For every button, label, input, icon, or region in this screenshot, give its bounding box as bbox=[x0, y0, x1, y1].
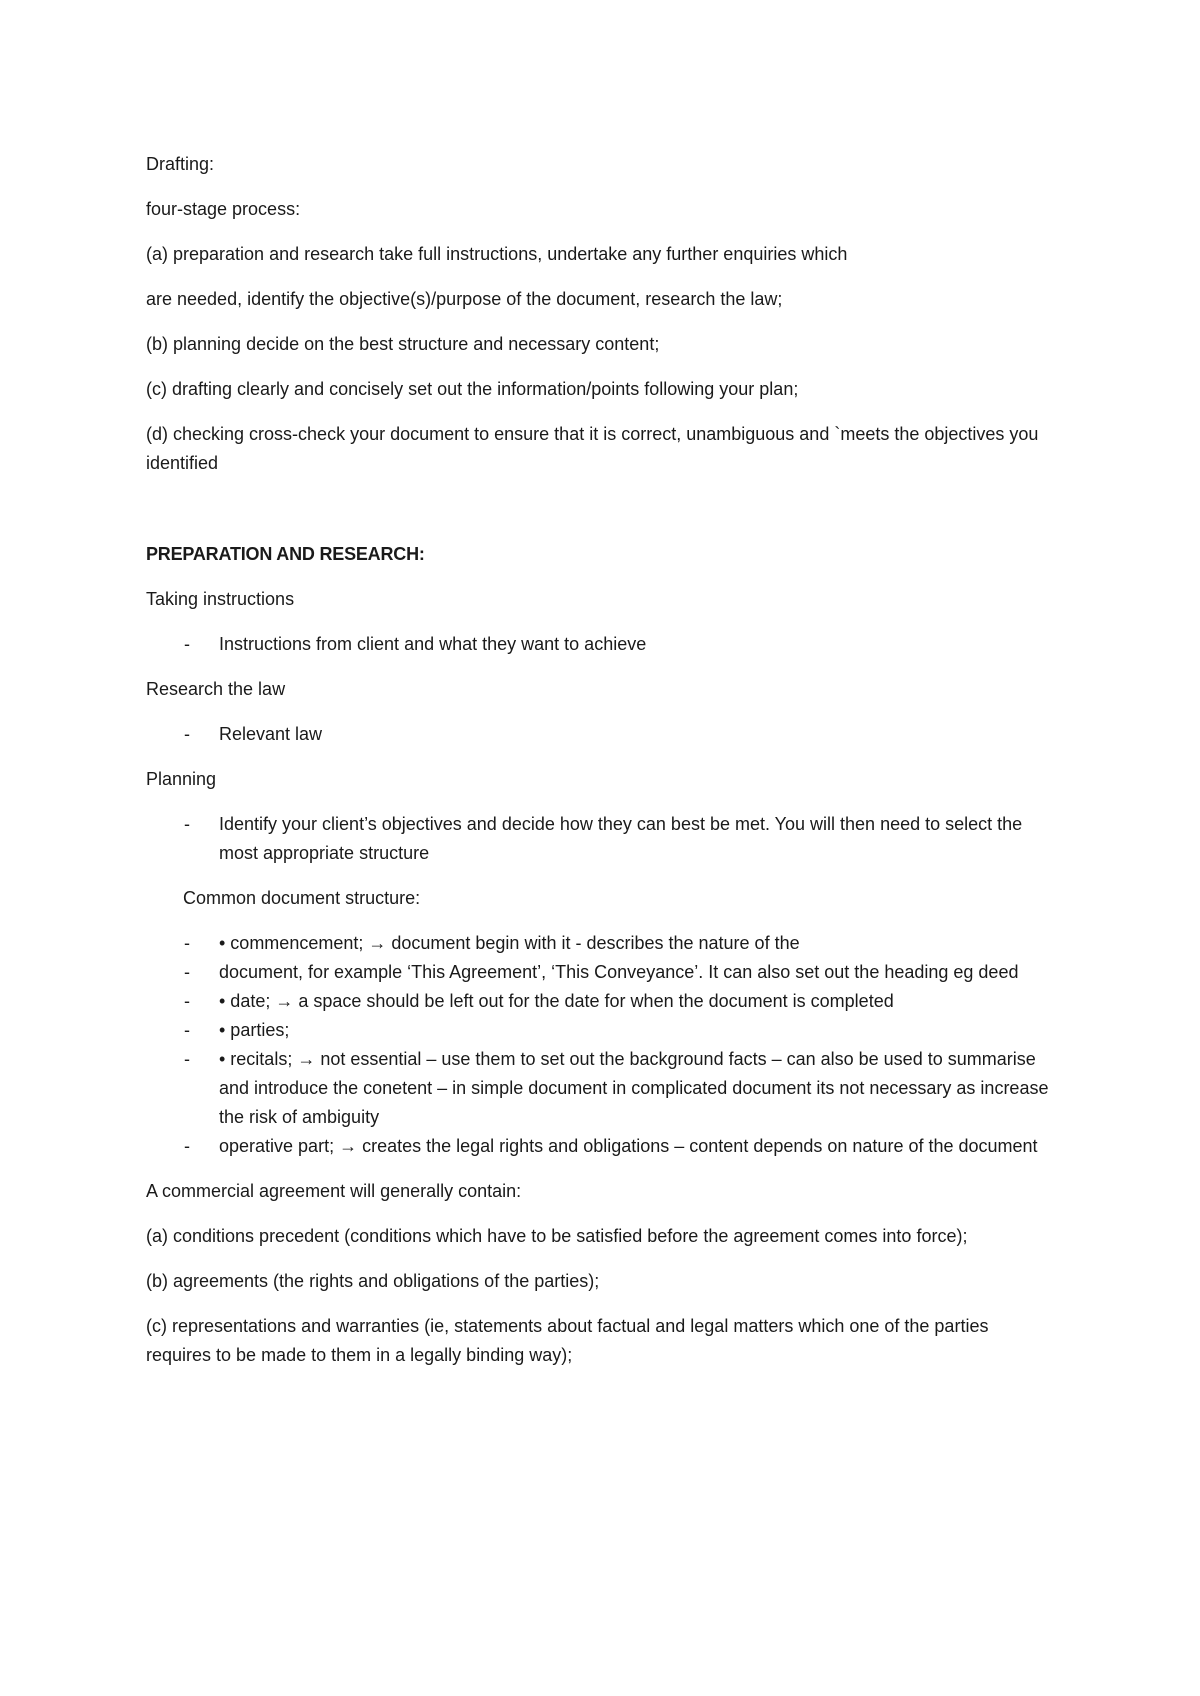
dash-marker: - bbox=[184, 1136, 190, 1156]
dash-marker: - bbox=[184, 933, 190, 953]
list-item-text: Instructions from client and what they want to achieve bbox=[219, 634, 647, 654]
section-heading: PREPARATION AND RESEARCH: bbox=[146, 544, 425, 564]
list-item bbox=[146, 630, 1056, 659]
list-item bbox=[146, 1016, 1056, 1045]
process-subtitle: four-stage process: bbox=[146, 199, 301, 219]
list-item-text: • date; → a space should be left out for the date for when the document is completed bbox=[219, 991, 894, 1011]
list-item bbox=[146, 929, 1056, 958]
dash-marker: - bbox=[184, 991, 190, 1011]
stage-c: (c) drafting clearly and concisely set out the information/points following your plan; bbox=[146, 379, 799, 399]
dash-marker: - bbox=[184, 962, 190, 982]
commercial-intro: A commercial agreement will generally contain: bbox=[146, 1181, 522, 1201]
stage-a-line2: are needed, identify the objective(s)/purpose of the document, research the law; bbox=[146, 289, 783, 309]
document-body bbox=[146, 150, 1056, 1386]
list-item-text: • commencement; → document begin with it - describes the nature of the bbox=[219, 933, 800, 953]
stage-b: (b) planning decide on the best structure and necessary content; bbox=[146, 334, 660, 354]
structure-list bbox=[146, 929, 1056, 1161]
document-title: Drafting: bbox=[146, 154, 215, 174]
commercial-item-c: (c) representations and warranties (ie, statements about factual and legal matters which one of the parties requires to be made to them in a legally binding way); bbox=[146, 1316, 989, 1365]
research-law-label: Research the law bbox=[146, 679, 286, 699]
list-item-text: Identify your client’s objectives and decide how they can best be met. You will then need to select the most appropriate structure bbox=[219, 814, 1023, 863]
list-item-text: operative part; → creates the legal rights and obligations – content depends on nature of the document bbox=[219, 1136, 1038, 1156]
dash-marker: - bbox=[184, 1020, 190, 1040]
common-structure-label: Common document structure: bbox=[183, 888, 421, 908]
dash-marker: - bbox=[184, 814, 190, 834]
stage-a-line1: (a) preparation and research take full instructions, undertake any further enquiries which bbox=[146, 244, 848, 264]
dash-marker: - bbox=[184, 724, 190, 744]
list-item-text: document, for example ‘This Agreement’, ‘This Conveyance’. It can also set out the heading eg deed bbox=[219, 962, 1019, 982]
planning-label: Planning bbox=[146, 769, 217, 789]
list-item bbox=[146, 958, 1056, 987]
taking-instructions-label: Taking instructions bbox=[146, 589, 295, 609]
commercial-item-a: (a) conditions precedent (conditions which have to be satisfied before the agreement comes into force); bbox=[146, 1226, 968, 1246]
stage-d: (d) checking cross-check your document to ensure that it is correct, unambiguous and `meets the objectives you identified bbox=[146, 424, 1039, 473]
list-item-text: • recitals; → not essential – use them to set out the background facts – can also be used to summarise and introduce the conetent – in simple document in complicated document its not necessary as increase the risk of ambiguity bbox=[219, 1049, 1049, 1127]
list-item bbox=[146, 810, 1056, 868]
list-item bbox=[146, 1132, 1056, 1161]
dash-marker: - bbox=[184, 634, 190, 654]
list-item-text: Relevant law bbox=[219, 724, 323, 744]
commercial-item-b: (b) agreements (the rights and obligations of the parties); bbox=[146, 1271, 600, 1291]
list-item bbox=[146, 720, 1056, 749]
list-item bbox=[146, 987, 1056, 1016]
list-item-text: • parties; bbox=[219, 1020, 290, 1040]
dash-marker: - bbox=[184, 1049, 190, 1069]
list-item bbox=[146, 1045, 1056, 1132]
